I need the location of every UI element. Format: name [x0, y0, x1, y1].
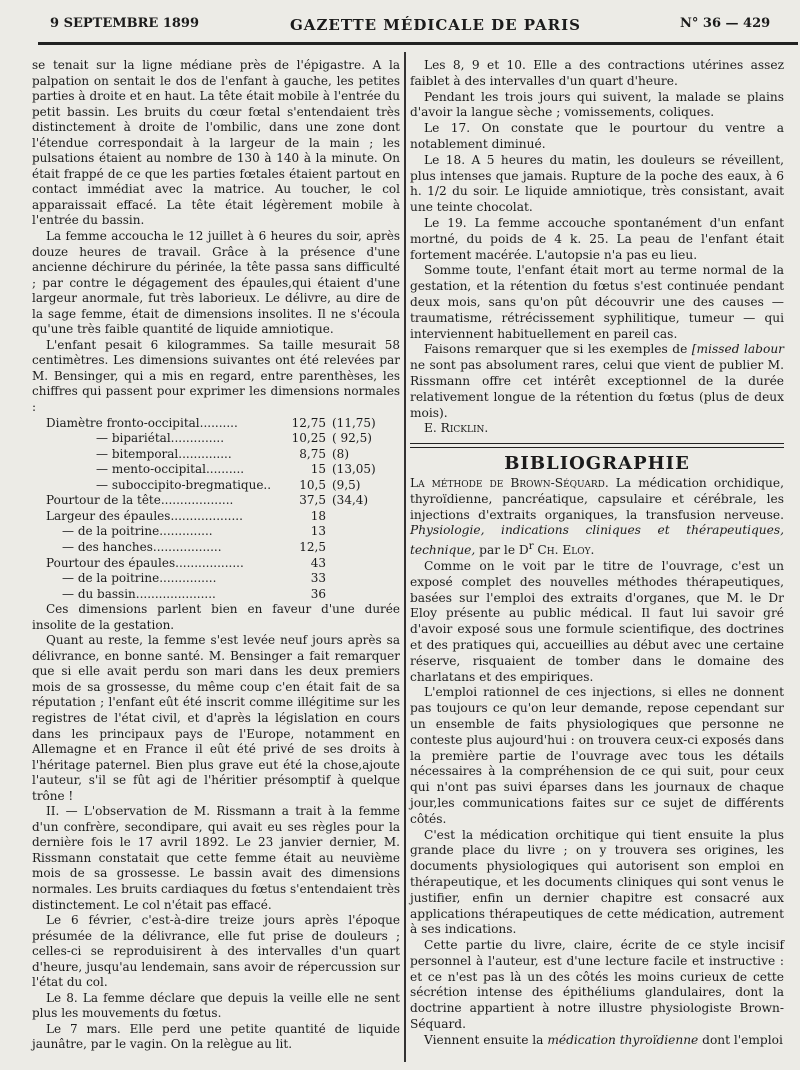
- dim-normal: (34,4): [332, 493, 369, 508]
- dim-value: 18: [310, 508, 326, 523]
- section-heading: BIBLIOGRAPHIE: [504, 453, 690, 475]
- text-run: ne sont pas absolument rares, celui que vient de publier M. Rissmann offre cet intérêt exceptionnel de la durée relativement longue de la rétention du fœtus (plus de deux mois).: [410, 358, 784, 420]
- dim-value: 33: [310, 571, 326, 586]
- paragraph: Le 18. A 5 heures du matin, les douleurs se réveillent, plus intenses que jamais. Rupture de la poche des eaux, à 6 h. 1/2 du soir. Le liquide amniotique, très consistant, avait une teinte chocolat.: [410, 152, 784, 215]
- paragraph: L'enfant pesait 6 kilogrammes. Sa taille mesurait 58 centimètres. Les dimensions suivantes ont été relevées par M. Bensinger, qui a mis en regard, entre parenthèses, les chiffres qui passent pour exprimer les dimensions normales :: [32, 337, 400, 415]
- paragraph: se tenait sur la ligne médiane près de l'épigastre. A la palpation on sentait le dos de l'enfant à gauche, les petites parties à droite et en haut. La tête était mobile à l'entrée du petit bassin. Les bruits du cœur fœtal s'entendaient très distinctement à droite de l'ombilic, dans une zone dont l'étendue correspondait à la largeur de la main ; les pulsations étaient au nombre de 130 à 140 à la minute. On était frappé de ce que les parties fœtales étaient partout en contact immédiat avec la matrice. Au toucher, le col apparaissait effacé. La tête était légèrement mobile à l'entrée du bassin.: [32, 58, 400, 228]
- paragraph: Le 7 mars. Elle perd une petite quantité de liquide jaunâtre, par le vagin. On la relègue au lit.: [32, 1021, 400, 1052]
- header-title: GAZETTE MÉDICALE DE PARIS: [290, 16, 581, 34]
- dim-value: 8,75: [299, 446, 326, 461]
- left-column: [32, 58, 400, 1053]
- book-citation: [410, 476, 784, 559]
- right-column: [410, 58, 784, 1049]
- section-rule: [410, 443, 784, 448]
- dim-normal: [332, 524, 382, 540]
- signature: E. Ricklin.: [424, 421, 489, 436]
- italic-text: médication thyroïdienne: [547, 1032, 699, 1047]
- table-row: [46, 447, 382, 463]
- dim-label: — de la poitrine..............: [62, 524, 213, 539]
- paragraph: La femme accoucha le 12 juillet à 6 heures du soir, après douze heures de travail. Grâce à la présence d'une ancienne déchirure du périnée, la tête passa sans difficulté ; par contre le dégagement des épaules,qui étaient d'une largeur anormale, fut très laborieux. Le délivre, au dire de la sage femme, était de dimensions insolites. Il ne s'écoula qu'une très faible quantité de liquide amniotique.: [32, 229, 400, 337]
- dim-value: 10,25: [291, 431, 326, 446]
- paragraph: II. — L'observation de M. Rissmann a trait à la femme d'un confrère, secondipare, qui avait eu ses règles pour la dernière fois le 17 avril 1892. Le 23 janvier dernier, M. Rissmann constatait que cette femme était au neuvième mois de sa grossesse. Le bassin avait des dimensions normales. Les bruits cardiaques du fœtus s'entendaient très distinctement. Le col n'était pas effacé.: [32, 804, 400, 912]
- dim-label: — mento-occipital..........: [96, 462, 245, 477]
- dim-value: 37,5: [299, 493, 326, 508]
- dim-normal: (9,5): [332, 477, 361, 492]
- paragraph: Ces dimensions parlent bien en faveur d'une durée insolite de la gestation.: [32, 602, 400, 632]
- text-run: dont l'emploi: [698, 1032, 783, 1047]
- table-row: [46, 478, 382, 494]
- dim-label: — bitemporal..............: [96, 446, 232, 461]
- superscript: r: [528, 541, 534, 553]
- book-author: Ch. Eloy.: [533, 543, 595, 558]
- dim-normal: [332, 571, 382, 587]
- dim-label: — des hanches..................: [62, 539, 222, 554]
- dim-value: 10,5: [299, 477, 326, 492]
- table-row: [46, 493, 382, 509]
- header-issue: N° 36 — 429: [680, 16, 771, 31]
- dim-label: — bipariétal..............: [96, 431, 225, 446]
- dim-normal: (8): [332, 446, 349, 461]
- dim-value: 13: [310, 524, 326, 539]
- column-divider: [404, 52, 406, 1062]
- dim-label: — suboccipito-bregmatique..: [96, 477, 272, 492]
- paragraph: Le 6 février, c'est-à-dire treize jours après l'époque présumée de la délivrance, elle fut prise de douleurs ; celles-ci se reproduisirent à des intervalles d'un quart d'heure, jusqu'au lendemain, sans avoir de répercussion sur l'état du col.: [32, 913, 400, 990]
- text-run: La médication orchidique, thyroïdienne, pancréatique, capsulaire et cérébrale, les injections d'extraits organiques, la transfusion nerveuse.: [410, 475, 784, 522]
- dim-normal: [332, 509, 382, 525]
- italic-text: [missed labour: [691, 342, 784, 357]
- paragraph: C'est la médication orchitique qui tient ensuite la plus grande place du livre ; on y trouvera ses origines, les documents physiologiques qui autorisent son emploi en thérapeutique, et les documents cliniques qui sont venus le justifier, enfin un dernier chapitre est consacré aux applications thérapeutiques de cette médication, autrement à ses indications.: [410, 827, 784, 937]
- paragraph: L'emploi rationnel de ces injections, si elles ne donnent pas toujours ce qu'on leur demande, repose cependant sur un ensemble de faits physiologiques que personne ne conteste plus aujourd'hui : on trouvera ceux-ci exposés dans la première partie de l'ouvrage avec tous les détails nécessaires à la compréhension de ce qui suit, pour ceux qui n'ont pas suivi éparses dans les journaux de chaque jour,les communications faites sur ce sujet de différents côtés.: [410, 685, 784, 826]
- paragraph: Quant au reste, la femme s'est levée neuf jours après sa délivrance, en bonne santé. M. Bensinger a fait remarquer que si elle avait perdu son mari dans les deux premiers mois de sa grossesse, du même coup c'en était fait de sa réputation ; l'enfant eût été inscrit comme illégitime sur les registres de l'état civil, et d'après la législation en cours dans les principaux pays de l'Europe, notamment en Allemagne et en France il eût été privé de ses droits à l'héritage paternel. Bien plus grave eut été la chose,ajoute l'auteur, s'il se fût agi de l'héritier présomptif à quelque trône !: [32, 633, 400, 803]
- page-header: [0, 0, 800, 36]
- table-row: [46, 571, 382, 587]
- header-rule: [38, 42, 798, 45]
- dim-normal: (13,05): [332, 462, 376, 477]
- dim-label: Largeur des épaules...................: [46, 508, 243, 523]
- paragraph: Pendant les trois jours qui suivent, la malade se plains d'avoir la langue sèche ; vomissements, coliques.: [410, 89, 784, 120]
- dim-label: — du bassin.....................: [62, 586, 216, 601]
- table-row: [46, 556, 382, 572]
- dim-label: Diamètre fronto-occipital..........: [46, 415, 238, 430]
- dim-label: — de la poitrine...............: [62, 571, 217, 586]
- dim-value: 36: [310, 586, 326, 601]
- table-row: [46, 540, 382, 556]
- table-row: [46, 462, 382, 478]
- paragraph: Le 19. La femme accouche spontanément d'un enfant mortné, du poids de 4 k. 25. La peau de l'enfant était fortement macérée. L'autopsie n'a pas eu lieu.: [410, 215, 784, 262]
- paragraph: Le 8. La femme déclare que depuis la veille elle ne sent plus les mouvements du fœtus.: [32, 990, 400, 1021]
- text-run: Viennent ensuite la: [424, 1032, 548, 1047]
- paragraph: Cette partie du livre, claire, écrite de ce style incisif personnel à l'auteur, est d'une lecture facile et instructive : et ce n'est pas là un des côtés les moins curieux de cette sécrétion intense des épithéliums glandulaires, dont la doctrine appartient à notre illustre physiologiste Brown-Séquard.: [410, 938, 784, 1032]
- paragraph: [410, 1033, 784, 1049]
- paragraph: Somme toute, l'enfant était mort au terme normal de la gestation, et la rétention du fœtus s'est continuée pendant deux mois, sans qu'on pût découvrir une des causes — traumatisme, rétrécissement syphilitique, tumeur — qui interviennent habituellement en pareil cas.: [410, 263, 784, 341]
- dim-value: 15: [310, 462, 326, 477]
- book-title: La méthode de Brown-Séquard.: [410, 475, 609, 490]
- dim-label: Pourtour de la tête...................: [46, 493, 234, 508]
- dim-label: Pourtour des épaules..................: [46, 555, 244, 570]
- dim-normal: [332, 556, 382, 572]
- table-row: [46, 431, 382, 447]
- paragraph: Comme on le voit par le titre de l'ouvrage, c'est un exposé complet des nouvelles méthodes thérapeutiques, basées sur l'emploi des extraits d'organes, que M. le Dr Eloy présente au public médical. Il faut lui savoir gré d'avoir exposé sous une formule scientifique, des doctrines et des pratiques qui, accueillies au début avec une certaine réserve, risquaient de tomber dans le domaine des charlatans et des empiriques.: [410, 558, 784, 684]
- paragraph: [410, 342, 784, 421]
- dimensions-table: [46, 416, 382, 603]
- text-run: Faisons remarquer que si les exemples de: [424, 342, 692, 357]
- paragraph: Les 8, 9 et 10. Elle a des contractions utérines assez faiblet à des intervalles d'un quart d'heure.: [410, 58, 784, 88]
- header-date: 9 SEPTEMBRE 1899: [50, 16, 200, 31]
- dim-normal: [332, 540, 382, 556]
- dim-normal: ( 92,5): [332, 431, 372, 446]
- dim-value: 43: [310, 555, 326, 570]
- table-row: [46, 524, 382, 540]
- table-row: [46, 509, 382, 525]
- italic-text: Physiologie, indications cliniques et thérapeutiques, technique,: [410, 523, 784, 558]
- dim-value: 12,5: [299, 539, 326, 554]
- dim-normal: (11,75): [332, 415, 376, 430]
- table-row: [46, 587, 382, 603]
- text-run: par le D: [475, 543, 529, 558]
- table-row: [46, 416, 382, 432]
- dim-normal: [332, 587, 382, 603]
- paragraph: Le 17. On constate que le pourtour du ventre a notablement diminué.: [410, 121, 784, 151]
- dim-value: 12,75: [291, 415, 326, 430]
